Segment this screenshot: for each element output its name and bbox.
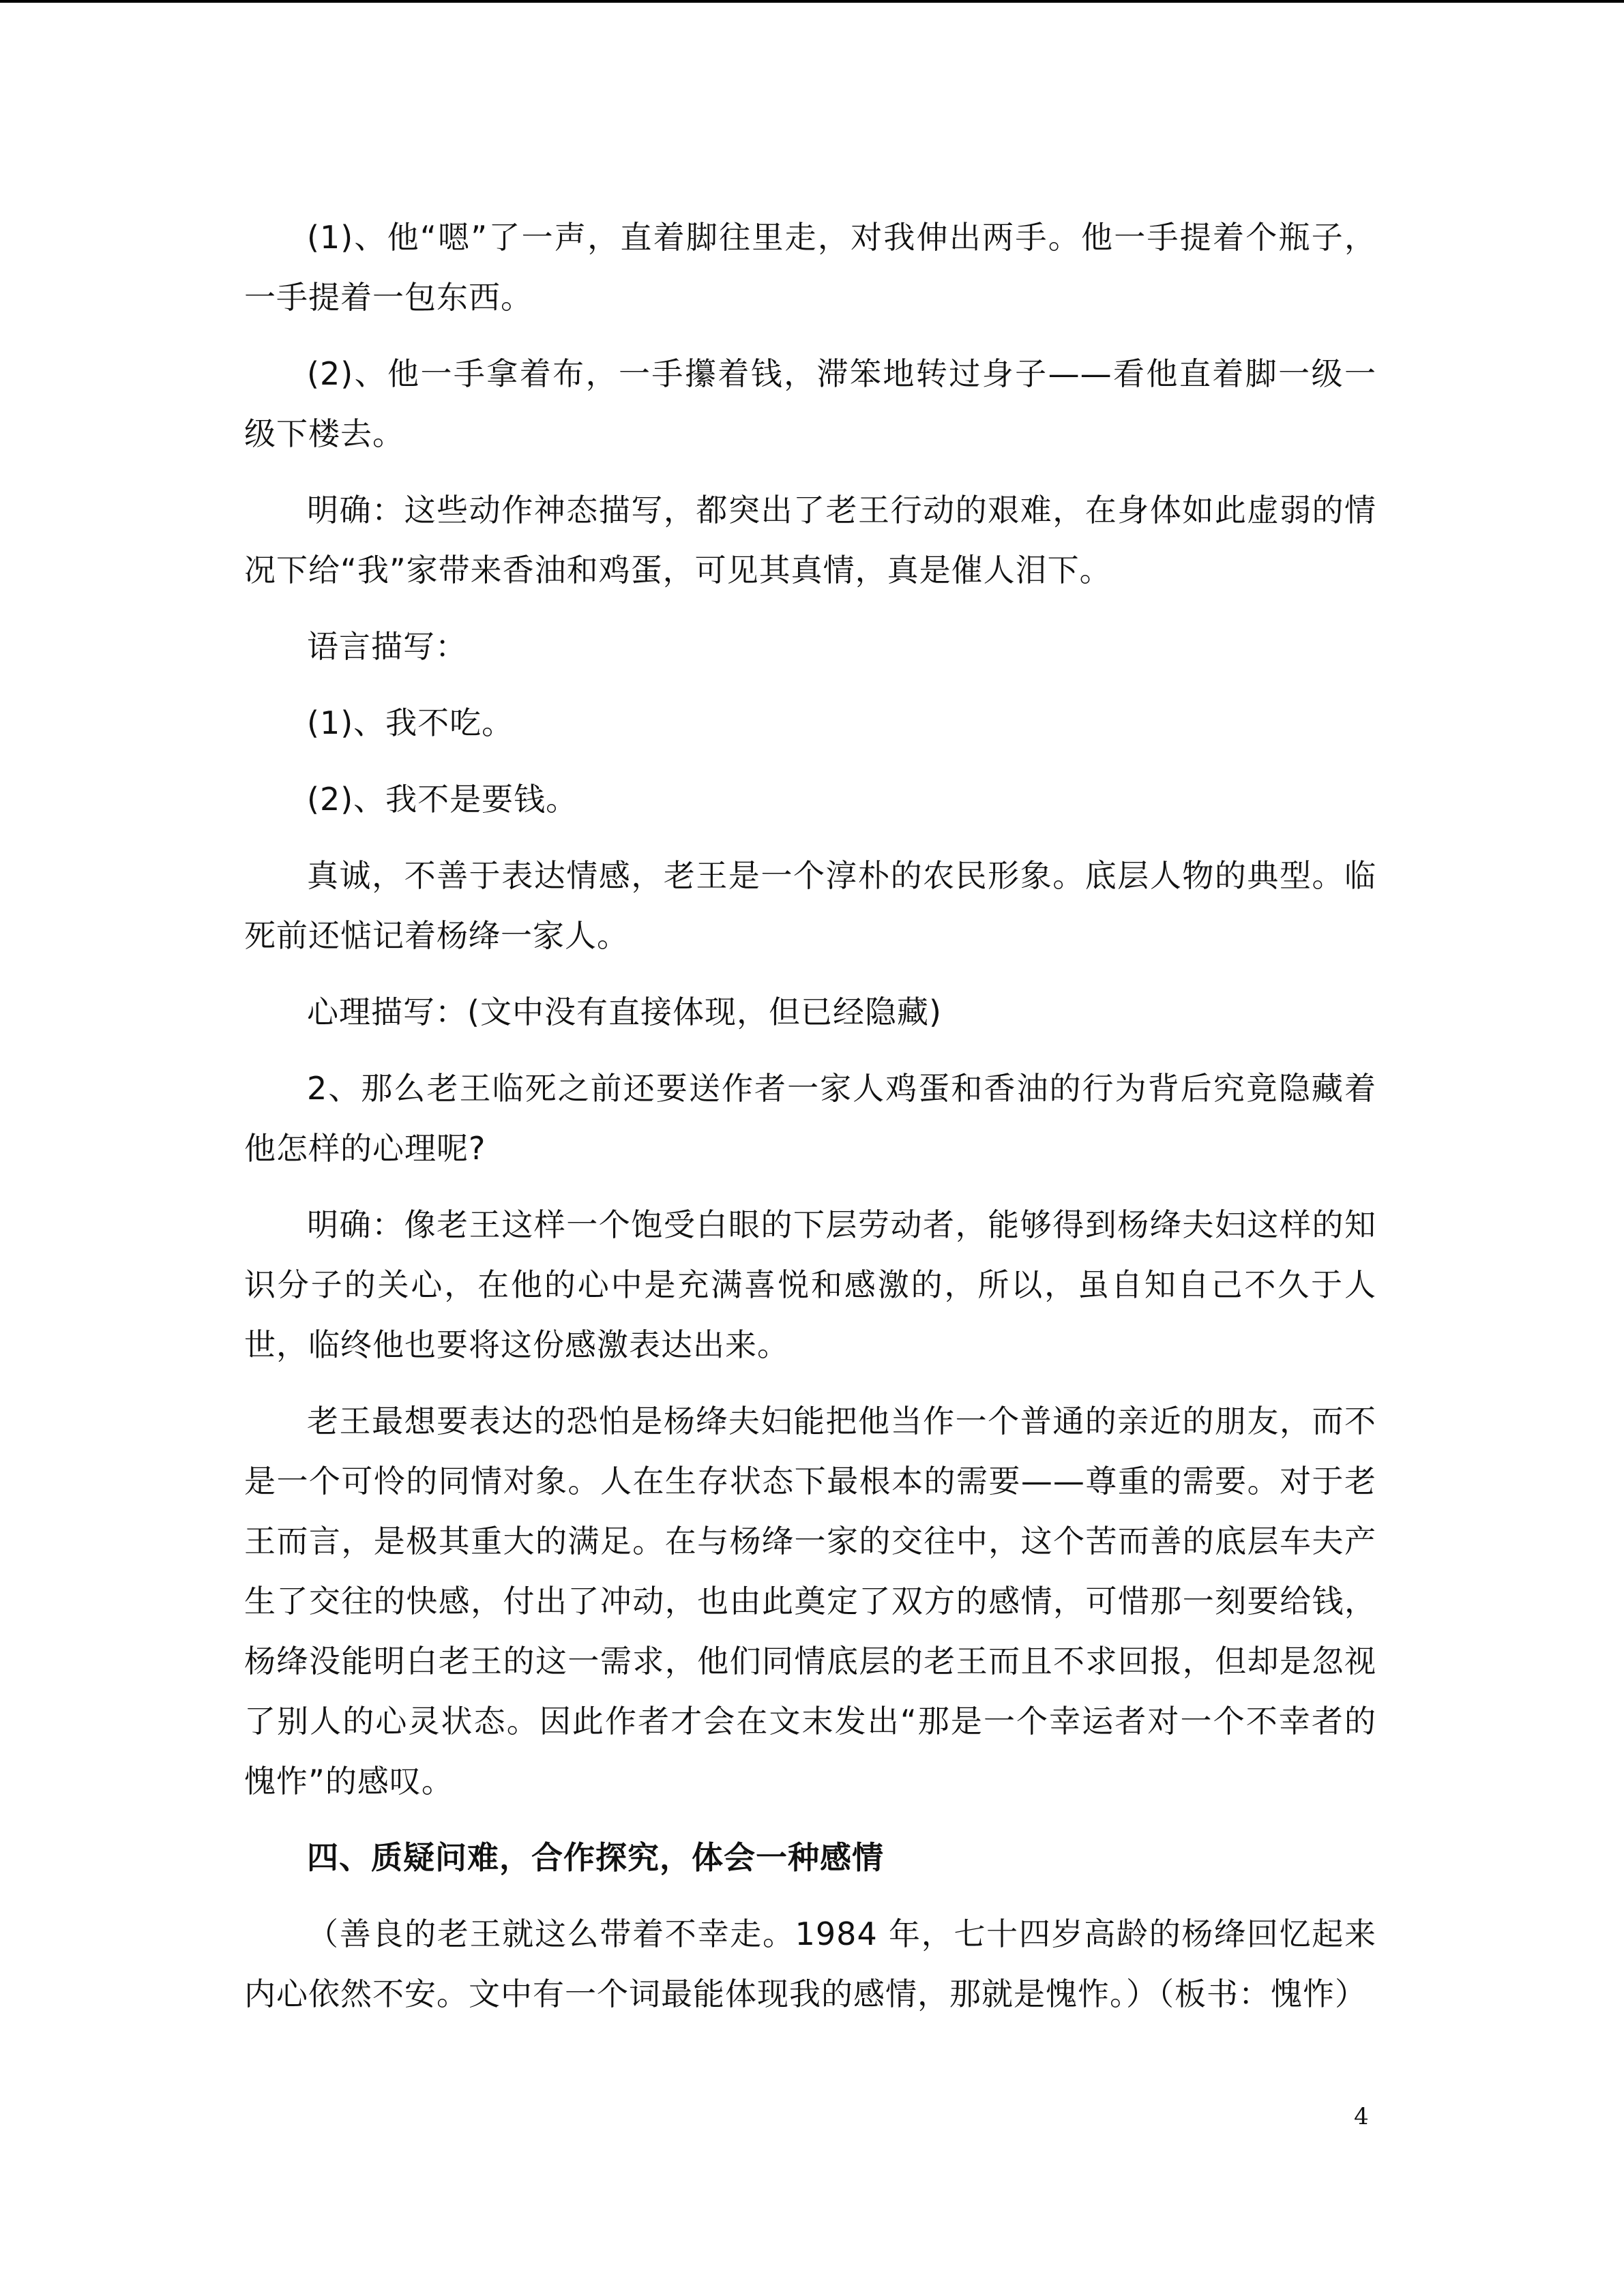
paragraph-action-2: (2)、他一手拿着布，一手攥着钱，滞笨地转过身子——看他直着脚一级一级下楼去。 <box>244 355 1376 452</box>
paragraph-clarify-action: 明确：这些动作神态描写，都突出了老王行动的艰难，在身体如此虚弱的情况下给“我”家带来香油和鸡蛋，可见其真情，真是催人泪下。 <box>244 492 1376 588</box>
paragraph-clarify-psychology: 明确：像老王这样一个饱受白眼的下层劳动者，能够得到杨绛夫妇这样的知识分子的关心，在他的心中是充满喜悦和感激的，所以，虽自知自己不久于人世，临终他也要将这份感激表达出来。 <box>244 1206 1376 1363</box>
section-heading-four: 四、质疑问难，合作探究，体会一种感情 <box>307 1839 884 1876</box>
paragraph-closing-note: （善良的老王就这么带着不幸走。1984 年，七十四岁高龄的杨绛回忆起来内心依然不安。文中有一个词最能体现我的感情，那就是愧怍。）（板书：愧怍） <box>244 1915 1376 2012</box>
paragraph-psychology-heading: 心理描写：(文中没有直接体现，但已经隐藏) <box>307 994 942 1030</box>
paragraph-language-2: (2)、我不是要钱。 <box>307 781 578 818</box>
paragraph-action-1: (1)、他“嗯”了一声，直着脚往里走，对我伸出两手。他一手提着个瓶子，一手提着一包东西。 <box>244 219 1376 316</box>
page-number: 4 <box>1354 2103 1369 2130</box>
paragraph-language-heading: 语言描写： <box>307 628 467 665</box>
document-body <box>244 207 1376 2040</box>
paragraph-question-2: 2、那么老王临死之前还要送作者一家人鸡蛋和香油的行为背后究竟隐藏着他怎样的心理呢? <box>244 1070 1376 1167</box>
paragraph-language-1: (1)、我不吃。 <box>307 704 514 741</box>
paragraph-analysis: 老王最想要表达的恐怕是杨绛夫妇能把他当作一个普通的亲近的朋友，而不是一个可怜的同情对象。人在生存状态下最根本的需要——尊重的需要。对于老王而言，是极其重大的满足。在与杨绛一家的交往中，这个苦而善的底层车夫产生了交往的快感，付出了冲动，也由此奠定了双方的感情，可惜那一刻要给钱，杨绛没能明白老王的这一需求，他们同情底层的老王而且不求回报，但却是忽视了别人的心灵状态。因此作者才会在文末发出“那是一个幸运者对一个不幸者的愧怍”的感叹。 <box>244 1403 1376 1800</box>
paragraph-character-summary: 真诚，不善于表达情感，老王是一个淳朴的农民形象。底层人物的典型。临死前还惦记着杨绛一家人。 <box>244 857 1376 954</box>
